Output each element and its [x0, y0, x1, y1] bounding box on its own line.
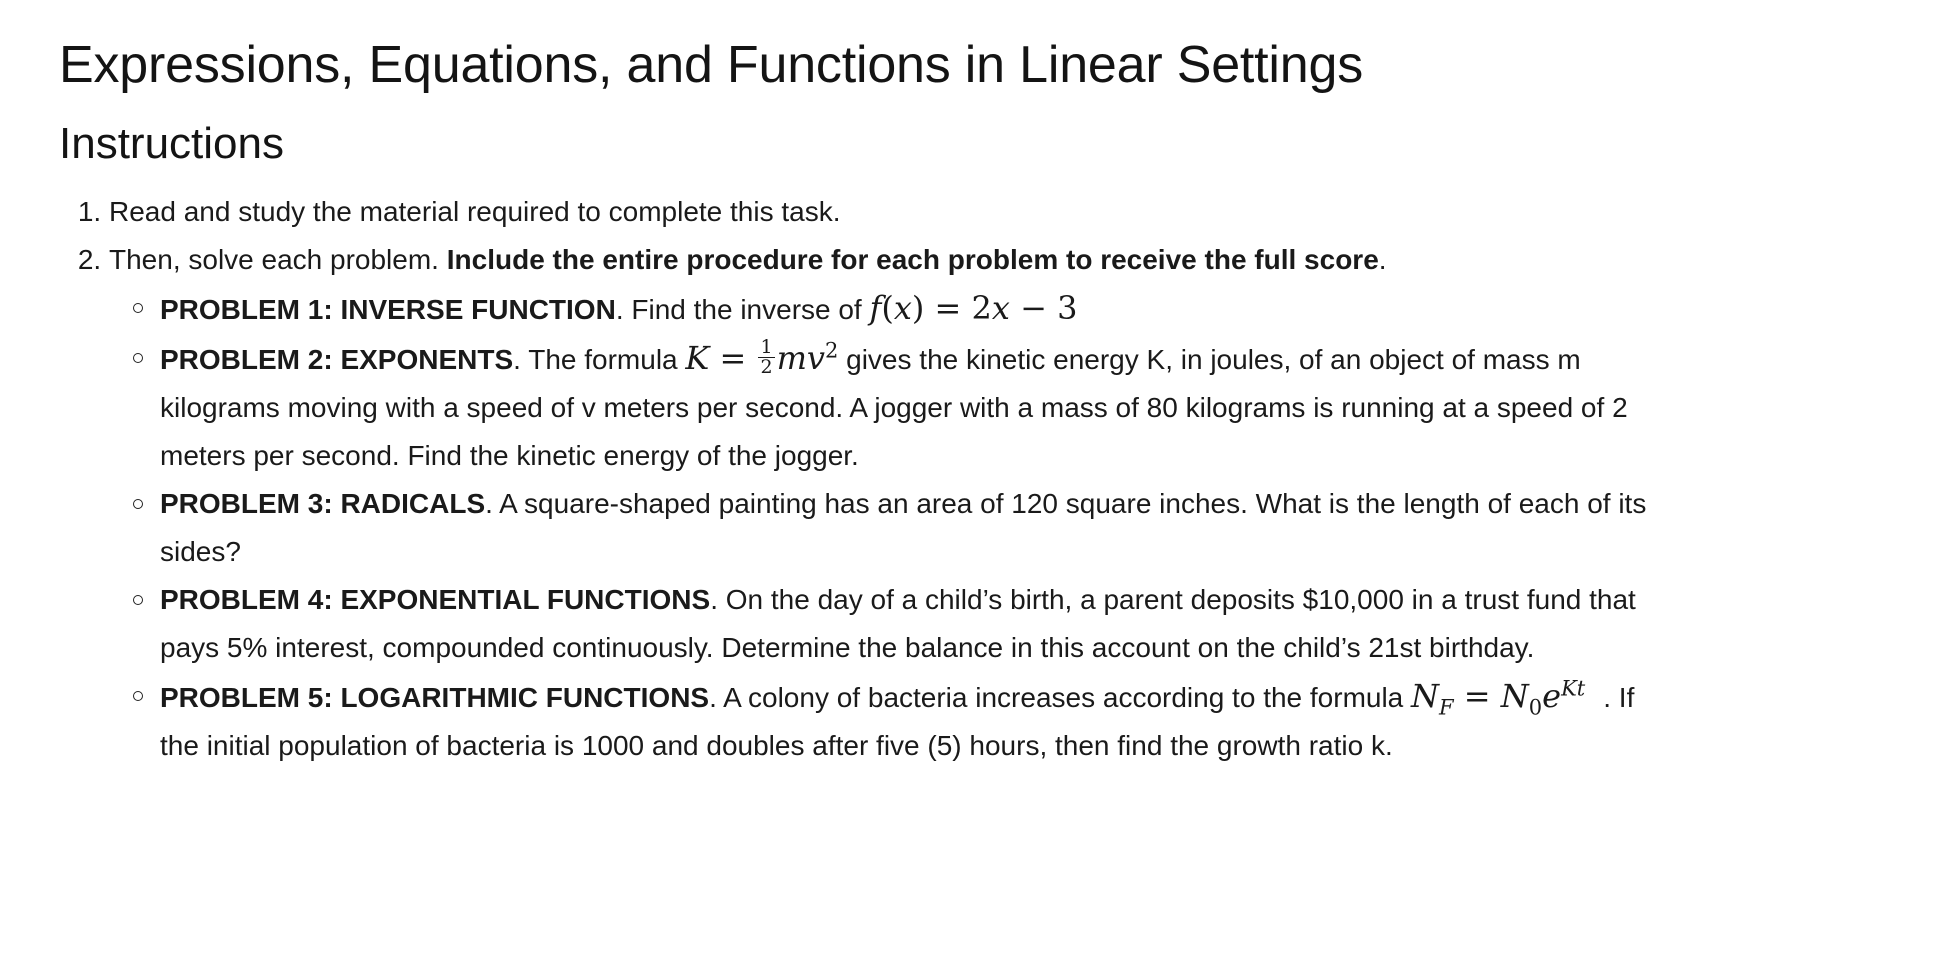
step-text: Read and study the material required to complete this task.: [109, 196, 841, 227]
instruction-step-1: [109, 188, 1953, 236]
problem-text-after: gives the kinetic energy K, in joules, of an object of mass m kilograms moving with a speed of v meters per second. A jogger with a mass of 80 kilograms is running at a speed of 2 meters per second. Find the kinetic energy of the jogger.: [160, 344, 1628, 471]
page-title: Expressions, Equations, and Functions in Linear Settings: [59, 36, 1364, 94]
problem-text-after: . If the initial population of bacteria is 1000 and doubles after five (5) hours, then find the growth ratio k.: [160, 682, 1635, 761]
problem-5: [59, 672, 1659, 770]
problem-4: [59, 576, 1659, 672]
problem-label: PROBLEM 1: INVERSE FUNCTION: [160, 294, 616, 325]
problem-label: PROBLEM 3: RADICALS: [160, 488, 486, 519]
step-tail: .: [1378, 244, 1387, 275]
problem-label: PROBLEM 4: EXPONENTIAL FUNCTIONS: [160, 584, 711, 615]
step-text: Then, solve each problem.: [109, 244, 447, 275]
problem-2: [59, 334, 1659, 480]
instructions-list: [59, 188, 1953, 770]
problem-text: . Find the inverse of: [615, 294, 870, 325]
problem-label: PROBLEM 5: LOGARITHMIC FUNCTIONS: [160, 682, 710, 713]
problem-text: . On the day of a child’s birth, a parent deposits $10,000 in a trust fund that pays 5% interest, compounded continuously. Determine the balance in this account on the child’s 21st birthday.: [160, 584, 1636, 663]
problem-2-formula: K = $\frac{1}{2}$ $mv^2$: [685, 336, 839, 378]
problem-3: [59, 480, 1659, 576]
problem-label: PROBLEM 2: EXPONENTS: [160, 344, 514, 375]
instruction-step-2: [109, 236, 1953, 770]
problem-1-formula: f(x) = 2x − 3: [869, 289, 1078, 327]
problem-text: . A square-shaped painting has an area of 120 square inches. What is the length of each of its sides?: [160, 488, 1647, 567]
problem-5-formula: $N_F = N_0e^{Kt}$: [1411, 676, 1586, 720]
problem-1: [59, 284, 1659, 334]
problem-list: [109, 284, 1659, 770]
instructions-heading: Instructions: [59, 119, 284, 168]
problem-text: . The formula: [513, 344, 686, 375]
step-emphasis: Include the entire procedure for each problem to receive the full score: [446, 244, 1379, 275]
problem-text: . A colony of bacteria increases according to the formula: [709, 682, 1412, 713]
